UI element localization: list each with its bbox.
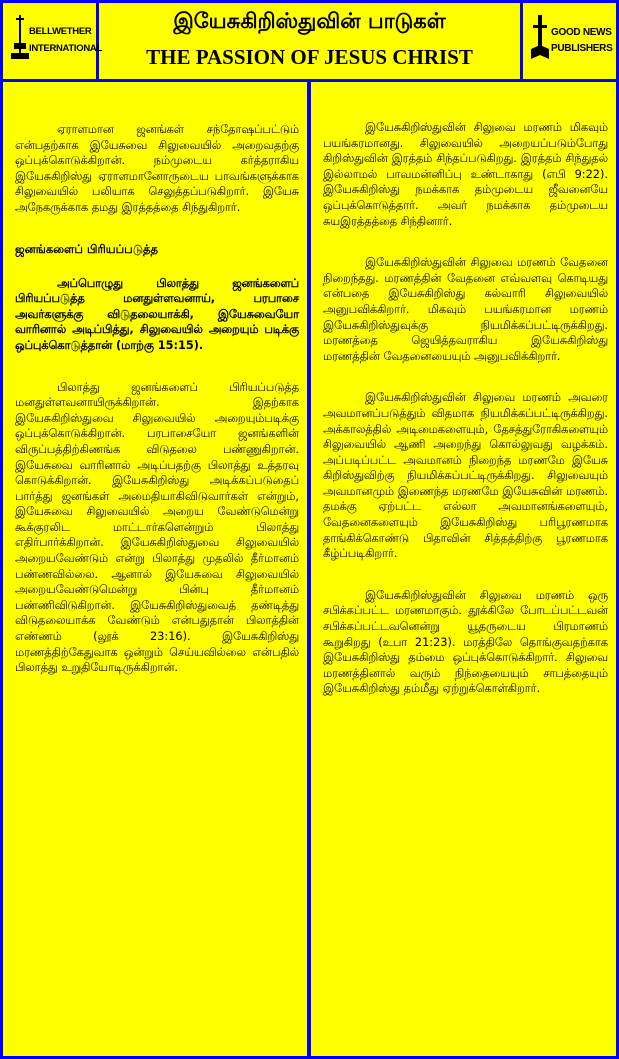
right-paragraph-4: இயேசுகிறிஸ்துவின் சிலுவை மரணம் ஒரு சபிக்கப்பட்ட மரணமாகும். தூக்கிலே போடப்பட்டவன் சபிக்கப்பட்டவனென்று யூதருடைய பிரமாணம் கூறுகிறது (உபா 21:23). மரத்திலே தொங்குவதற்காக இயேசுகிறிஸ்து தம்மை ஒப்புக்கொடுக்கிறார். சிலுவை மரணத்தினால் வரும் நிந்தையையும் சாபத்தையும் இயேசுகிறிஸ்து தம்மீது ஏற்றுக்கொள்கிறார். <box>323 588 608 696</box>
bellwether-mark-icon <box>11 15 29 59</box>
page-header <box>3 3 616 79</box>
left-paragraph-3: பிலாத்து ஜனங்களைப் பிரியப்படுத்த மனதுள்ளவனாயிருக்கிறான். இதற்காக இயேசுகிறிஸ்துவை சிலுவையில் அறையும்படிக்கு ஒப்புக்கொடுக்கிறான். பரபாசையோ ஜனங்களின் விருப்பத்திற்கிணங்க விடுதலை பண்ணுகிறான். இயேசுவை வாரினால் அடிப்பதற்கு பிலாத்து உத்தரவு கொடுக்கிறான். இயேசுகிறிஸ்து அடிக்கப்படுதைப் பார்த்து ஜனங்கள் அமைதியாகிவிடுவார்கள் என்றும், இயேசுவை சிலுவையில் அறைய வேண்டுமென்று கூக்குரலிட மாட்டார்களென்றும் பிலாத்து எதிர்பார்க்கிறான். இயேசுகிறிஸ்துவை சிலுவையில் அறையவேண்டும் என்று பிலாத்து முதலில் தீர்மானம் பண்ணவில்லை. ஆனால் இயேசுவை சிலுவையில் அறையவேண்டுமென்று பின்பு தீர்மானம் பண்ணிவிடுகிறான். இயேசுகிறிஸ்துவைத் தண்டித்து விடுதலையாக்க வேண்டும் என்பதுதான் பிலாத்தின் எண்ணம் (லூக் 23:16). இயேசுகிறிஸ்து மரணத்திற்கேதுவாக ஒன்றும் செய்யவில்லை என்பதில் பிலாத்து உறுதியோடிருக்கிறான். <box>15 380 299 675</box>
right-paragraph-1: இயேசுகிறிஸ்துவின் சிலுவை மரணம் மிகவும் பயங்கரமானது. சிலுவையில் அறையப்படும்போது கிறிஸ்துவின் இரத்தம் சிந்தப்படுகிறது. இரத்தம் சிந்துதல் இல்லாமல் பாவமன்னிப்பு உண்டாகாது (எபி 9:22). இயேசுகிறிஸ்து நமக்காக தம்முடைய ஜீவனையே ஒப்புக்கொடுத்தார். அவர் நமக்காக தம்முடைய சுயஇரத்தத்தை சிந்தினார். <box>323 121 608 228</box>
book-mark-icon <box>531 15 549 59</box>
right-column <box>311 82 616 1056</box>
left-paragraph-1: ஏராளமான ஜனங்கள் சந்தோஷப்பட்டும் என்பதற்காக இயேசுவை சிலுவையில் அறைவதற்கு ஒப்புக்கொடுக்கிறான். நம்முடைய கர்த்தராகிய இயேசுகிறிஸ்து ஏராளமானோருடைய பாவங்களுக்காக சிலுவையில் பலியாக செலுத்தப்படுகிறார். இயேசு அநேகருக்காக தமது இரத்தத்தை சிந்துகிறார். <box>15 123 299 214</box>
left-logo-line2: INTERNATIONAL <box>29 43 102 54</box>
title-block <box>102 3 517 79</box>
right-logo-line2: PUBLISHERS <box>551 43 613 54</box>
section-heading: ஜனங்களைப் பிரியப்படுத்த <box>15 241 158 256</box>
right-paragraph-3: இயேசுகிறிஸ்துவின் சிலுவை மரணம் அவரை அவமானப்படுத்தும் விதமாக நியமிக்கப்பட்டிருக்கிறது. அக்காலத்தில் அடிமைகளையும், தேசத்துரோகிகளையும் சிலுவையில் ஆணி அறைந்து கொல்லுவது வழக்கம். அப்படிப்பட்ட அவமானம் நிறைந்த மரணமே இயேசு கிறிஸ்துவிற்கு நியமிக்கப்பட்டிருக்கிறது. சிலுவையும் அவமானமும் இணைந்த மரணமே இயேசுவின் மரணம். தமக்கு ஏற்பட்ட எல்லா அவமானங்களையும், வேதனைகளையும் இயேசுகிறிஸ்து பரிபூரணமாக தாங்கிக்கொண்டு பிதாவின் சித்தத்திற்கு பூரணமாக கீழ்ப்படிகிறார். <box>323 391 608 561</box>
bellwether-logo <box>3 3 102 79</box>
left-column <box>3 82 307 1056</box>
page-title-english: THE PASSION OF JESUS CHRIST <box>146 45 473 69</box>
right-paragraph-2: இயேசுகிறிஸ்துவின் சிலுவை மரணம் வேதனை நிறைந்தது. மரணத்தின் வேதனை எவ்வளவு கொடியது என்பதை இயேசுகிறிஸ்து கல்வாரி சிலுவையில் அனுபவிக்கிறார். மிகவும் பயங்கரமான மரணம் இயேசுகிறிஸ்துவுக்கு நியமிக்கப்பட்டிருக்கிறது. மரணத்தை ஜெயித்தவராகிய இயேசுகிறிஸ்து மரணத்தின் வேதனையையும் அனுபவிக்கிறார். <box>323 256 608 363</box>
good-news-logo <box>520 3 616 79</box>
right-logo-line1: GOOD NEWS <box>551 27 612 38</box>
page-title-tamil: இயேசுகிறிஸ்துவின் பாடுகள் <box>173 9 446 33</box>
left-logo-line1: BELLWETHER <box>29 26 92 37</box>
scripture-quote: அப்பொழுது பிலாத்து ஜனங்களைப் பிரியப்படுத்த மனதுள்ளவனாய், பரபாசை அவர்களுக்கு விடுதலையாக்கி, இயேசுவையோ வாரினால் அடிப்பித்து, சிலுவையில் அறையும் படிக்கு ஒப்புக்கொடுத்தான் (மாற்கு 15:15). <box>15 276 299 352</box>
